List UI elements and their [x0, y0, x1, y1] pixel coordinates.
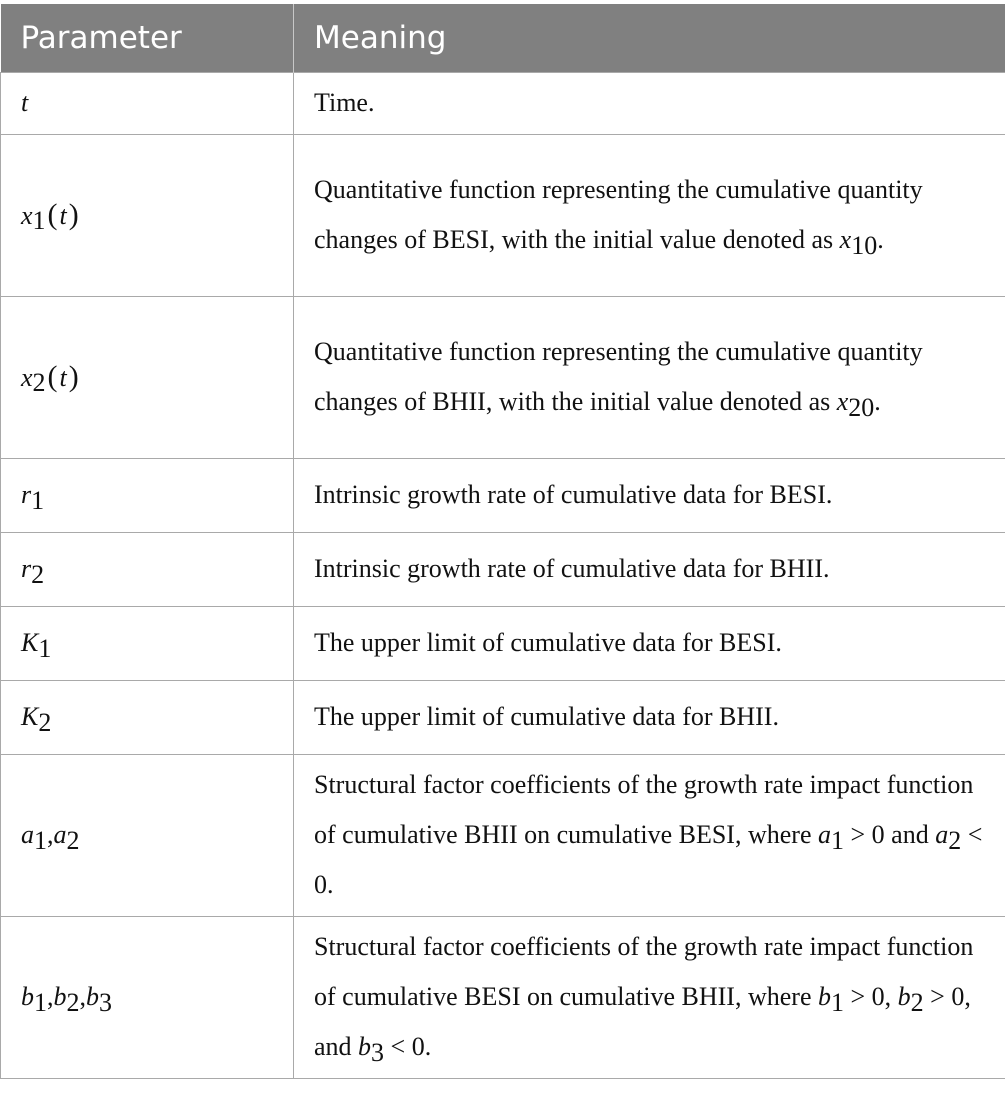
header-meaning: Meaning — [294, 4, 1005, 72]
meaning-text: Structural factor coefficients of the growth rate impact function of cumulative BESI on cumulative BHII, where — [314, 932, 974, 1011]
table-row — [1, 134, 1005, 296]
table-row — [1, 606, 1005, 680]
param-separator: , — [47, 820, 54, 849]
cond-subscript: 3 — [371, 1037, 385, 1067]
paren-open: ( — [47, 197, 58, 231]
param-symbol: x — [21, 362, 33, 392]
header-parameter: Parameter — [1, 4, 294, 72]
table-row — [1, 458, 1005, 532]
table-row — [1, 296, 1005, 458]
param-symbol: K — [21, 628, 39, 657]
meaning-subscript: 10 — [851, 230, 878, 260]
meaning-cell — [294, 916, 1005, 1078]
cond-symbol: a — [935, 820, 949, 849]
meaning-cell: Intrinsic growth rate of cumulative data for BESI. — [294, 458, 1005, 532]
meaning-end: . — [877, 225, 884, 254]
cond-subscript: 1 — [830, 987, 844, 1017]
cond-operator: < 0. — [314, 820, 983, 899]
table-row — [1, 754, 1005, 916]
param-separator: , — [47, 982, 54, 1011]
cond-subscript: 2 — [910, 987, 924, 1017]
param-symbol: b — [86, 982, 99, 1011]
meaning-cell: The upper limit of cumulative data for BESI. — [294, 606, 1005, 680]
param-subscript: 2 — [32, 368, 46, 398]
table-row — [1, 680, 1005, 754]
param-subscript: 1 — [31, 485, 45, 515]
parameter-table — [0, 4, 1005, 1079]
header-row — [1, 4, 1005, 72]
meaning-cell: The upper limit of cumulative data for BHII. — [294, 680, 1005, 754]
param-subscript: 1 — [38, 633, 52, 663]
param-cell — [1, 680, 294, 754]
meaning-symbol: x — [836, 387, 849, 416]
param-subscript: 2 — [66, 825, 80, 855]
param-symbol: K — [21, 702, 39, 731]
meaning-subscript: 20 — [848, 392, 875, 422]
cond-subscript: 2 — [948, 825, 962, 855]
param-cell — [1, 754, 294, 916]
cond-symbol: a — [817, 820, 831, 849]
cond-operator: > 0 and — [843, 820, 936, 849]
param-symbol: b — [21, 982, 34, 1011]
table-row — [1, 72, 1005, 134]
param-argument: t — [59, 362, 67, 392]
meaning-cell: Time. — [294, 72, 1005, 134]
cond-symbol: b — [358, 1032, 372, 1061]
param-subscript: 1 — [32, 206, 46, 236]
table-row — [1, 916, 1005, 1078]
param-cell — [1, 72, 294, 134]
param-symbol: x — [21, 200, 33, 230]
paren-close: ) — [68, 197, 79, 231]
meaning-cell — [294, 754, 1005, 916]
param-cell — [1, 134, 294, 296]
param-symbol: a — [21, 820, 34, 849]
paren-close: ) — [68, 359, 79, 393]
param-subscript: 1 — [34, 825, 47, 855]
meaning-cell — [294, 134, 1005, 296]
param-cell — [1, 532, 294, 606]
meaning-end: . — [874, 387, 881, 416]
param-argument: t — [59, 200, 67, 230]
meaning-cell: Intrinsic growth rate of cumulative data for BHII. — [294, 532, 1005, 606]
meaning-text: Quantitative function representing the cumulative quantity changes of BHII, with the initial value denoted as — [314, 337, 923, 416]
param-cell — [1, 296, 294, 458]
paren-open: ( — [47, 359, 58, 393]
param-subscript: 3 — [99, 987, 112, 1017]
cond-subscript: 1 — [830, 825, 844, 855]
table-row — [1, 532, 1005, 606]
param-subscript: 2 — [31, 559, 45, 589]
cond-symbol: b — [897, 982, 911, 1011]
param-subscript: 2 — [66, 987, 80, 1017]
cond-symbol: b — [817, 982, 831, 1011]
param-cell — [1, 916, 294, 1078]
param-cell — [1, 458, 294, 532]
meaning-text: Quantitative function representing the cumulative quantity changes of BESI, with the initial value denoted as — [314, 175, 923, 254]
param-symbol: r — [21, 480, 32, 509]
meaning-symbol: x — [839, 225, 852, 254]
param-subscript: 1 — [34, 987, 47, 1017]
param-symbol: b — [53, 982, 67, 1011]
meaning-text: Structural factor coefficients of the growth rate impact function of cumulative BHII on cumulative BESI, where — [314, 770, 974, 849]
param-symbol: r — [21, 554, 32, 583]
param-cell — [1, 606, 294, 680]
cond-operator: < 0. — [384, 1032, 432, 1061]
param-subscript: 2 — [38, 707, 52, 737]
cond-operator: > 0, — [843, 982, 898, 1011]
param-symbol: a — [53, 820, 67, 849]
param-symbol: t — [21, 88, 29, 117]
param-separator: , — [79, 982, 86, 1011]
meaning-cell — [294, 296, 1005, 458]
cond-operator: > 0, and — [314, 982, 971, 1061]
